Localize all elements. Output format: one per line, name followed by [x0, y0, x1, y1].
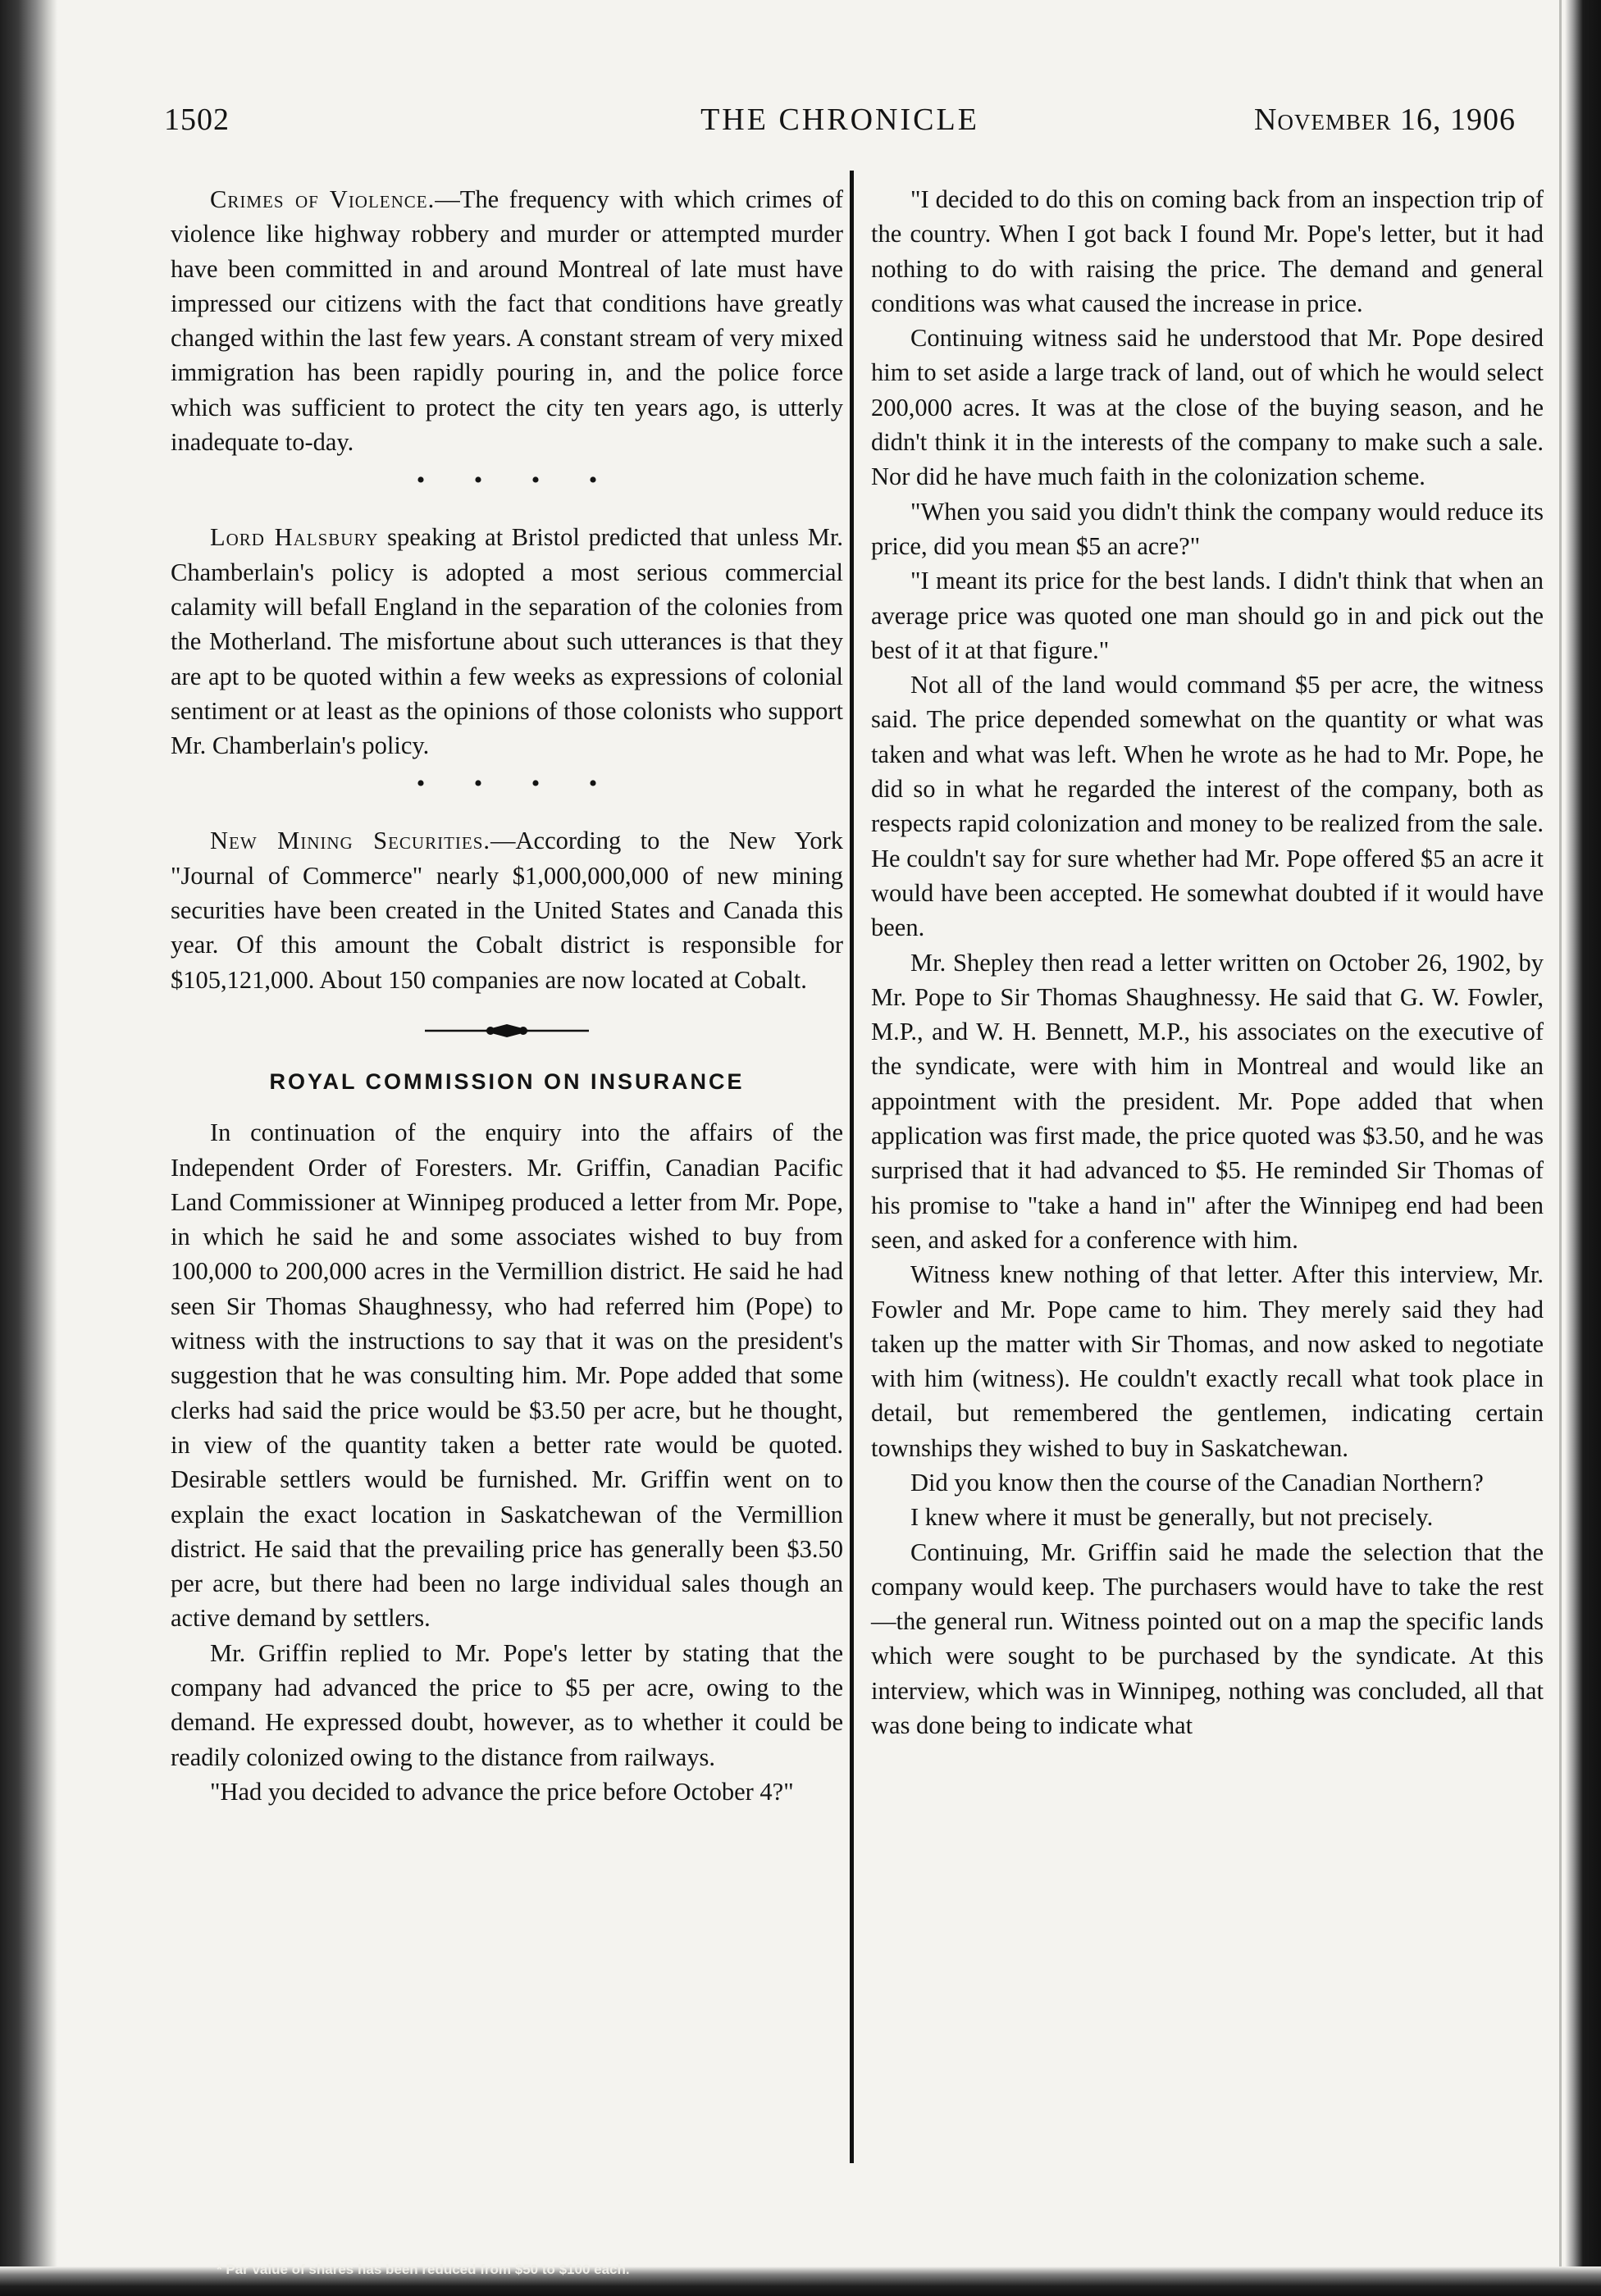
footnote: * Par value of shares has been reduced from $50 to $100 each. [217, 2262, 630, 2277]
separator-dots: • • • • [416, 770, 619, 798]
mining-paragraph [171, 823, 843, 996]
article-paragraph: Continuing witness said he understood that Mr. Pope desired him to set aside a large track of land, out of which he would select 200,000 acres. It was at the close of the buying season, and he didn't think it in the interests of the company to make such a sale. Nor did he have much faith in the colonization scheme. [871, 324, 1544, 491]
halsbury-paragraph [171, 520, 843, 763]
article-paragraph: Continuing, Mr. Griffin said he made the selection that the company would keep. The purchasers would have to take the rest—the general run. Witness pointed out on a map the specific lands which were sought to be purchased by the syndicate. At this interview, which was in Winnipeg, nothing was concluded, all that was done being to indicate what [871, 1538, 1544, 1740]
column-divider [850, 171, 854, 2163]
article-paragraph: "When you said you didn't think the company would reduce its price, did you mean $5 an acre?" [871, 497, 1544, 560]
article-paragraph: Not all of the land would command $5 per acre, the witness said. The price depended somewhat on the quantity or what was taken and what was left. When he wrote as he had to Mr. Pope, he did so in what he regarded the interest of the company, both as respects rapid colonization and money to be realized from the sale. He couldn't say for sure whether had Mr. Pope offered $5 an acre it would have been accepted. He somewhat doubted if it would have been. [871, 671, 1544, 942]
halsbury-text: speaking at Bristol predicted that unless Mr. Chamberlain's policy is adopted a most serious commercial calamity will befall England in the separation of the colonies from the Motherland. The misfortune about such utterances is that they are apt to be quoted within a few weeks as expressions of colonial sentiment or at least as the opinions of those colonists who support Mr. Chamberlain's policy. [171, 523, 843, 760]
running-header [164, 102, 1516, 143]
right-column [871, 182, 1544, 1742]
mining-text: —According to the New York "Journal of Commerce" nearly $1,000,000,000 of new mining securities have been created in the United States and Canada this year. Of this amount the Cobalt district is responsible for $105,121,000. About 150 companies are now located at Cobalt. [171, 827, 843, 994]
crimes-paragraph [171, 182, 843, 459]
article-paragraph: Witness knew nothing of that letter. After this interview, Mr. Fowler and Mr. Pope came to him. They merely said they had taken up the matter with Sir Thomas, and now asked to negotiate with him (witness). He couldn't exactly recall what took place in detail, but remembered the gentlemen, indicating certain townships they wished to buy in Saskatchewan. [871, 1260, 1544, 1462]
article-paragraph: In continuation of the enquiry into the affairs of the Independent Order of Foresters. Mr. Griffin, Canadian Pacific Land Commissioner at Winnipeg produced a letter from Mr. Pope, in which he said he and some associates wished to buy from 100,000 to 200,000 acres in the Vermillion district. He said he had seen Sir Thomas Shaughnessy, who had referred him (Pope) to witness with the instructions to say that it was on the president's suggestion that he was consulting him. Mr. Pope added that some clerks had said the price would be $3.50 per acre, but he thought, in view of the quantity taken a better rate would be quoted. Desirable settlers would be furnished. Mr. Griffin went on to explain the exact location in Saskatchewan of the Vermillion district. He said that the prevailing price has generally been $3.50 per acre, but there had been no large individual sales though an active demand by settlers. [171, 1118, 843, 1633]
page-number: 1502 [164, 102, 230, 137]
section-ornament [425, 1022, 589, 1040]
crimes-text: —The frequency with which crimes of violence like highway robbery and murder or attempted murder have been committed in and around Montreal of late must have impressed our citizens with the fact that conditions have greatly changed within the last few years. A constant stream of very mixed immigration has been rapidly pouring in, and the police force which was sufficient to protect the city ten years ago, is utterly inadequate to-day. [171, 185, 844, 457]
crimes-runin-heading: Crimes of Violence. [210, 185, 436, 213]
section-heading-royal-commission: ROYAL COMMISSION ON INSURANCE [269, 1068, 745, 1094]
article-paragraph: "I meant its price for the best lands. I didn't think that when an average price was quoted one man should go in and pick out the best of it at that figure." [871, 567, 1544, 664]
article-paragraph: "Had you decided to advance the price before October 4?" [210, 1777, 794, 1806]
halsbury-runin-heading: Lord Halsbury [210, 523, 379, 552]
article-paragraph: I knew where it must be generally, but not precisely. [910, 1503, 1434, 1532]
scan-edge-left [0, 0, 57, 2296]
mining-runin-heading: New Mining Securities. [210, 827, 491, 855]
separator-dots: • • • • [416, 467, 619, 494]
article-paragraph: "I decided to do this on coming back from an inspection trip of the country. When I got back I found Mr. Pope's letter, but it had nothing to do with raising the price. The demand and general conditions was what caused the increase in price. [871, 185, 1544, 317]
page-fold-line [1559, 0, 1562, 2296]
issue-date: November 16, 1906 [1254, 102, 1516, 137]
scan-edge-right [1565, 0, 1601, 2296]
journal-title: THE CHRONICLE [700, 102, 979, 137]
article-paragraph: Did you know then the course of the Canadian Northern? [910, 1468, 1484, 1496]
left-column [171, 182, 843, 1809]
article-paragraph: Mr. Shepley then read a letter written on October 26, 1902, by Mr. Pope to Sir Thomas Shaughnessy. He said that G. W. Fowler, M.P., and W. H. Bennett, M.P., his associates on the executive of the syndicate, were with him in Montreal and would like an appointment with the president. Mr. Pope added that when application was first made, the price quoted was $3.50, and he was surprised that it had advanced to $5. He reminded Sir Thomas of his promise to "take a hand in" after the Winnipeg end had been seen, and asked for a conference with him. [871, 948, 1544, 1254]
article-paragraph: Mr. Griffin replied to Mr. Pope's letter by stating that the company had advanced the price to $5 per acre, owing to the demand. He expressed doubt, however, as to whether it could be readily colonized owing to the distance from railways. [171, 1638, 843, 1771]
